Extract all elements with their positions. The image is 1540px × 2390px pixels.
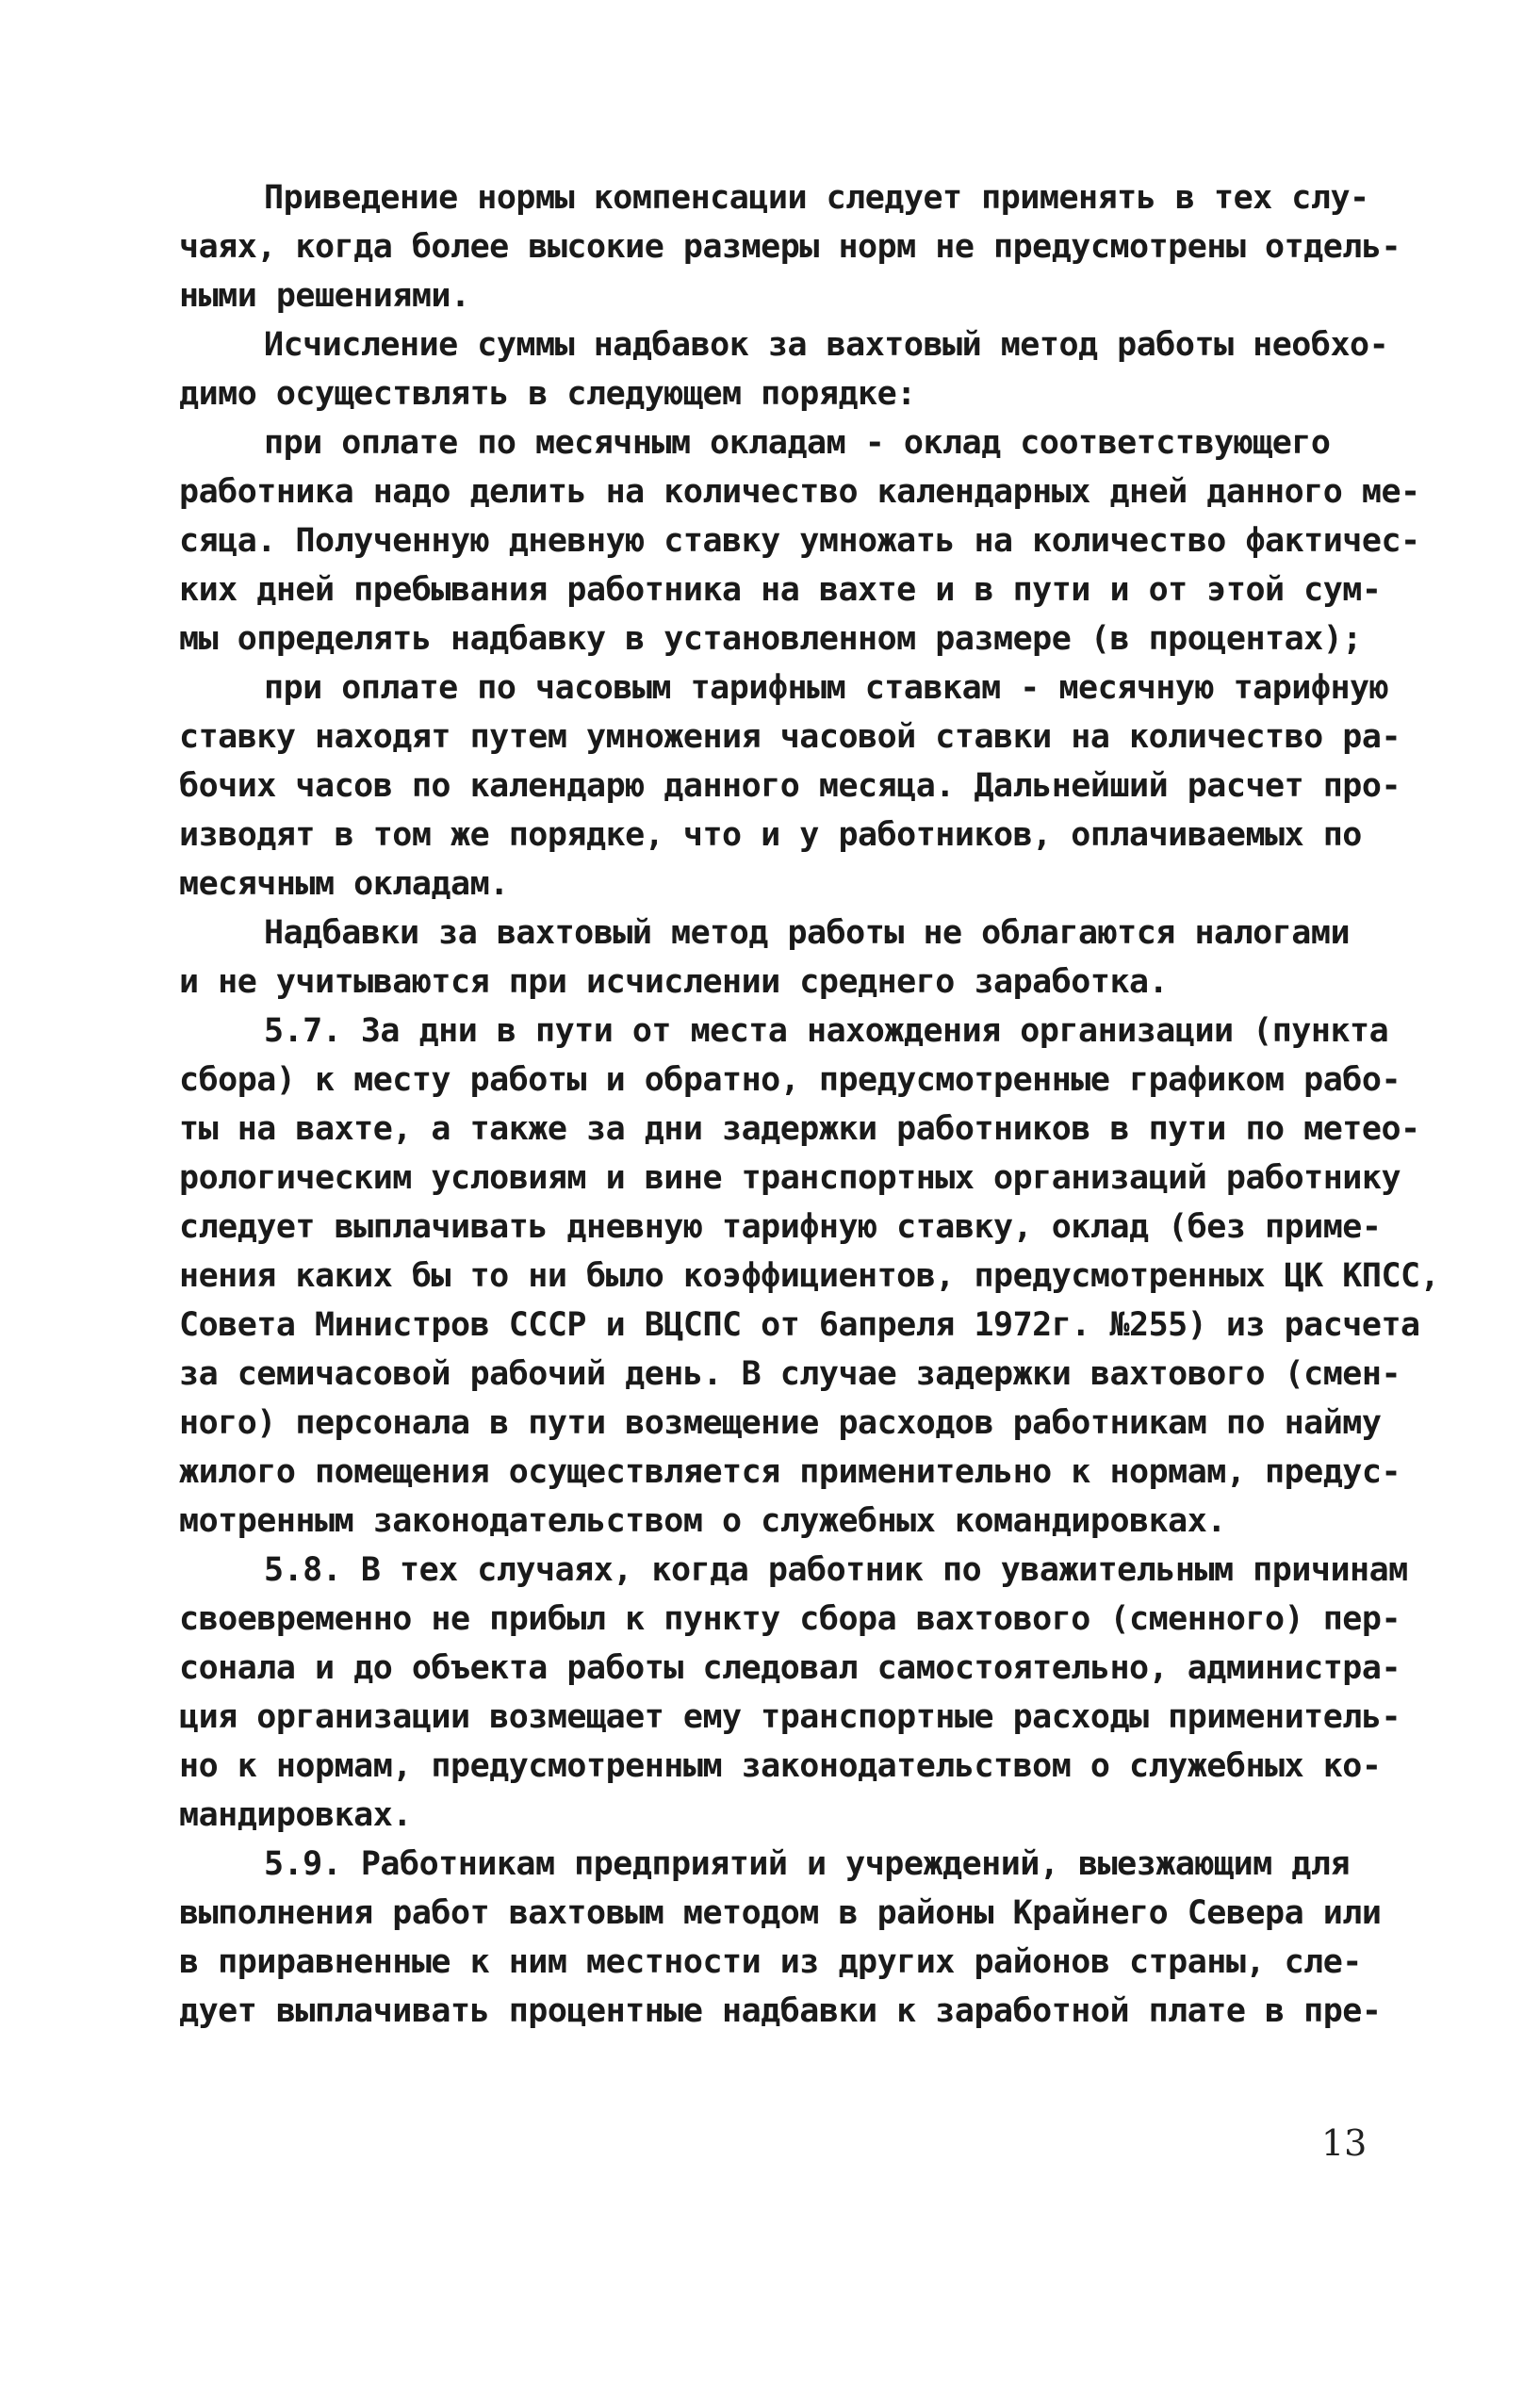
text-line: димо осуществлять в следующем порядке: [179,375,916,413]
text-line: и не учитываются при исчислении среднего заработка. [179,963,1169,1001]
text-line: мандировках. [179,1796,412,1834]
text-line: Надбавки за вахтовый метод работы не облагаются налогами [264,914,1351,952]
text-line: Приведение нормы компенсации следует применять в тех слу- [264,179,1369,217]
text-line: ставку находят путем умножения часовой ставки на количество ра- [179,718,1401,756]
text-line: изводят в том же порядке, что и у работников, оплачиваемых по [179,816,1362,854]
page-number: 13 [1321,2122,1368,2164]
text-line: Совета Министров СССР и ВЦСПС от 6апреля 1972г. №255) из расчета [179,1306,1420,1344]
text-line: мы определять надбавку в установленном размере (в процентах); [179,620,1362,658]
text-line: Исчисление суммы надбавок за вахтовый метод работы необхо- [264,326,1389,364]
text-line: при оплате по месячным окладам - оклад соответствующего [264,424,1331,462]
text-line: за семичасовой рабочий день. В случае задержки вахтового (смен- [179,1355,1401,1393]
text-line: своевременно не прибыл к пункту сбора вахтового (сменного) пер- [179,1600,1401,1638]
text-line: при оплате по часовым тарифным ставкам - месячную тарифную [264,669,1389,707]
text-line: ция организации возмещает ему транспортные расходы применитель- [179,1698,1401,1736]
text-line: месячным окладам. [179,865,509,903]
text-line: мотренным законодательством о служебных командировках. [179,1502,1226,1540]
text-line: ких дней пребывания работника на вахте и в пути и от этой сум- [179,571,1382,609]
text-line: ты на вахте, а также за дни задержки работников в пути по метео- [179,1110,1420,1148]
text-line: ного) персонала в пути возмещение расходов работникам по найму [179,1404,1382,1442]
text-line: следует выплачивать дневную тарифную ставку, оклад (без приме- [179,1208,1382,1246]
text-line: дует выплачивать процентные надбавки к заработной плате в пре- [179,1992,1382,2030]
text-line: сбора) к месту работы и обратно, предусмотренные графиком рабо- [179,1061,1401,1099]
text-line: чаях, когда более высокие размеры норм не предусмотрены отдель- [179,228,1401,266]
text-line: рологическим условиям и вине транспортных организаций работнику [179,1159,1401,1197]
text-line: 5.9. Работникам предприятий и учреждений, выезжающим для [264,1845,1351,1883]
text-line: ными решениями. [179,277,470,315]
text-line: сонала и до объекта работы следовал самостоятельно, администра- [179,1649,1401,1687]
text-line: в приравненные к ним местности из других районов страны, сле- [179,1943,1362,1981]
text-line: но к нормам, предусмотренным законодательством о служебных ко- [179,1747,1382,1785]
text-line: 5.8. В тех случаях, когда работник по уважительным причинам [264,1551,1408,1589]
text-line: бочих часов по календарю данного месяца. Дальнейший расчет про- [179,767,1401,805]
text-line: жилого помещения осуществляется применительно к нормам, предус- [179,1453,1401,1491]
text-line: выполнения работ вахтовым методом в районы Крайнего Севера или [179,1894,1382,1932]
text-line: 5.7. За дни в пути от места нахождения организации (пункта [264,1012,1389,1050]
text-line: сяца. Полученную дневную ставку умножать на количество фактичес- [179,522,1420,560]
text-line: работника надо делить на количество календарных дней данного ме- [179,473,1420,511]
text-line: нения каких бы то ни было коэффициентов, предусмотренных ЦК КПСС, [179,1257,1440,1295]
